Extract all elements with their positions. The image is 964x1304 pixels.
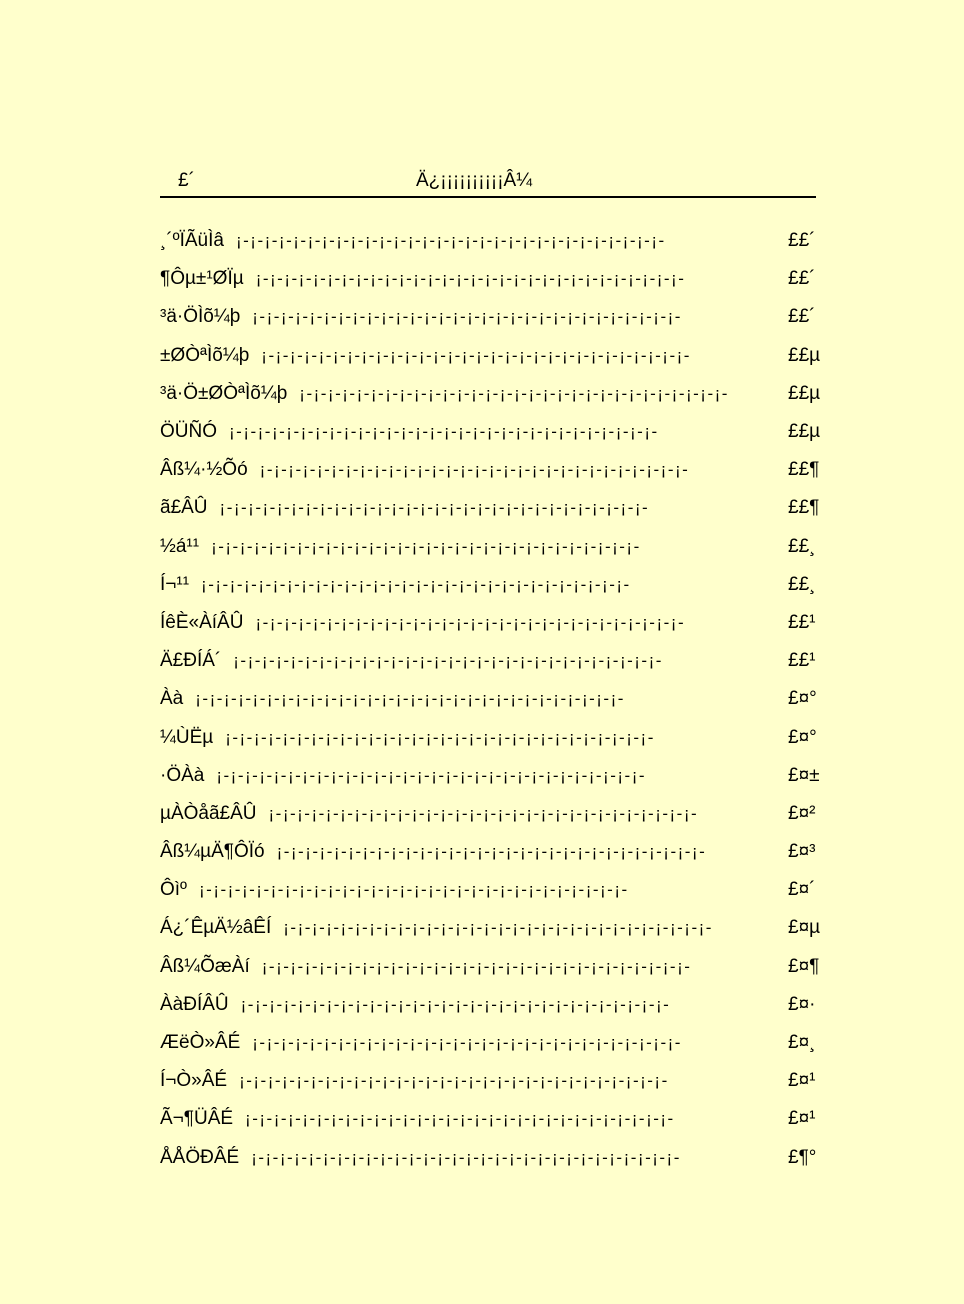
toc-entry-title: Á¿´ÊµÄ½âÊÍ <box>160 917 272 939</box>
toc-entry-title: ¸´ºÏÃüÌâ <box>160 230 224 252</box>
toc-dot-leader: ¡-¡-¡-¡-¡-¡-¡-¡-¡-¡-¡-¡-¡-¡-¡-¡-¡-¡-¡-¡-¡-¡-¡-¡-¡-¡-¡-¡-¡-¡- <box>195 689 625 709</box>
toc-dot-leader: ¡-¡-¡-¡-¡-¡-¡-¡-¡-¡-¡-¡-¡-¡-¡-¡-¡-¡-¡-¡-¡-¡-¡-¡-¡-¡-¡-¡-¡-¡- <box>199 880 629 900</box>
toc-entry-title: Âß¼µÄ¶ÔÏó <box>160 841 265 863</box>
toc-entry[interactable] <box>160 757 824 795</box>
toc-entry-page: £¤´ <box>788 879 816 901</box>
toc-dot-leader: ¡-¡-¡-¡-¡-¡-¡-¡-¡-¡-¡-¡-¡-¡-¡-¡-¡-¡-¡-¡-¡-¡-¡-¡-¡-¡-¡-¡-¡-¡- <box>299 383 729 403</box>
toc-dot-leader: ¡-¡-¡-¡-¡-¡-¡-¡-¡-¡-¡-¡-¡-¡-¡-¡-¡-¡-¡-¡-¡-¡-¡-¡-¡-¡-¡-¡-¡-¡- <box>255 612 686 632</box>
toc-entry[interactable] <box>160 222 824 260</box>
toc-entry-title: ·ÖÀà <box>160 764 205 786</box>
toc-entry-title: ¼ÙËµ <box>160 726 214 748</box>
page-header <box>160 166 816 196</box>
toc-entry-title: ³ä·ÖÌõ¼þ <box>160 306 241 328</box>
toc-entry[interactable] <box>160 795 824 833</box>
toc-dot-leader: ¡-¡-¡-¡-¡-¡-¡-¡-¡-¡-¡-¡-¡-¡-¡-¡-¡-¡-¡-¡-¡-¡-¡-¡-¡-¡-¡-¡-¡-¡- <box>255 269 686 289</box>
toc-entry-page: ££¶ <box>788 459 820 481</box>
toc-dot-leader: ¡-¡-¡-¡-¡-¡-¡-¡-¡-¡-¡-¡-¡-¡-¡-¡-¡-¡-¡-¡-¡-¡-¡-¡-¡-¡-¡-¡-¡-¡- <box>245 1109 675 1129</box>
toc-entry-title: ÅÅÖÐÂÉ <box>160 1146 240 1168</box>
toc-entry[interactable] <box>160 489 824 527</box>
toc-entry-page: ££µ <box>788 382 821 404</box>
toc-entry-page: ££¸ <box>788 535 816 557</box>
toc-entry-title: ÆëÒ»ÂÉ <box>160 1032 241 1054</box>
toc-entry[interactable] <box>160 718 824 756</box>
toc-entry-page: ££´ <box>788 306 816 328</box>
toc-entry-page: £¶° <box>788 1146 817 1168</box>
toc-entry[interactable] <box>160 948 824 986</box>
toc-entry-page: £¤· <box>788 993 816 1015</box>
toc-entry-title: ÀàÐÍÂÛ <box>160 993 229 1015</box>
toc-entry-title: µÀÒåã£ÂÛ <box>160 802 257 824</box>
toc-dot-leader: ¡-¡-¡-¡-¡-¡-¡-¡-¡-¡-¡-¡-¡-¡-¡-¡-¡-¡-¡-¡-¡-¡-¡-¡-¡-¡-¡-¡-¡-¡- <box>201 574 631 594</box>
toc-entry[interactable] <box>160 909 824 947</box>
running-title: Ä¿¡¡¡¡¡¡¡¡¡¡Â¼ <box>416 170 533 191</box>
toc-dot-leader: ¡-¡-¡-¡-¡-¡-¡-¡-¡-¡-¡-¡-¡-¡-¡-¡-¡-¡-¡-¡-¡-¡-¡-¡-¡-¡-¡-¡-¡-¡- <box>229 422 659 442</box>
toc-dot-leader: ¡-¡-¡-¡-¡-¡-¡-¡-¡-¡-¡-¡-¡-¡-¡-¡-¡-¡-¡-¡-¡-¡-¡-¡-¡-¡-¡-¡-¡-¡- <box>251 1147 681 1167</box>
toc-dot-leader: ¡-¡-¡-¡-¡-¡-¡-¡-¡-¡-¡-¡-¡-¡-¡-¡-¡-¡-¡-¡-¡-¡-¡-¡-¡-¡-¡-¡-¡-¡- <box>261 956 692 976</box>
table-of-contents <box>160 222 824 1177</box>
toc-entry[interactable] <box>160 528 824 566</box>
toc-dot-leader: ¡-¡-¡-¡-¡-¡-¡-¡-¡-¡-¡-¡-¡-¡-¡-¡-¡-¡-¡-¡-¡-¡-¡-¡-¡-¡-¡-¡-¡-¡- <box>216 765 647 785</box>
toc-entry[interactable] <box>160 871 824 909</box>
toc-entry[interactable] <box>160 1139 824 1177</box>
toc-entry-title: Í¬¹¹ <box>160 573 190 595</box>
toc-entry-title: ±ØÒªÌõ¼þ <box>160 344 250 366</box>
toc-entry-title: Âß¼ÕæÀí <box>160 955 250 977</box>
toc-entry-title: Âß¼·½Õó <box>160 459 248 481</box>
toc-entry[interactable] <box>160 260 824 298</box>
toc-dot-leader: ¡-¡-¡-¡-¡-¡-¡-¡-¡-¡-¡-¡-¡-¡-¡-¡-¡-¡-¡-¡-¡-¡-¡-¡-¡-¡-¡-¡-¡-¡- <box>233 651 663 671</box>
toc-dot-leader: ¡-¡-¡-¡-¡-¡-¡-¡-¡-¡-¡-¡-¡-¡-¡-¡-¡-¡-¡-¡-¡-¡-¡-¡-¡-¡-¡-¡-¡-¡- <box>219 498 650 518</box>
toc-entry-title: Ã¬¶ÜÂÉ <box>160 1108 234 1130</box>
toc-entry-page: £¤¸ <box>788 1032 816 1054</box>
toc-entry[interactable] <box>160 1062 824 1100</box>
toc-dot-leader: ¡-¡-¡-¡-¡-¡-¡-¡-¡-¡-¡-¡-¡-¡-¡-¡-¡-¡-¡-¡-¡-¡-¡-¡-¡-¡-¡-¡-¡-¡- <box>283 918 713 938</box>
toc-entry-title: ã£ÂÛ <box>160 497 208 519</box>
toc-entry-title: ½á¹¹ <box>160 535 200 557</box>
toc-entry-page: £¤¹ <box>788 1070 816 1092</box>
toc-entry-title: Ä£ÐÍÁ´ <box>160 650 222 672</box>
toc-entry-title: Í¬Ò»ÂÉ <box>160 1070 228 1092</box>
page-number: £´ <box>178 170 195 191</box>
toc-entry[interactable] <box>160 337 824 375</box>
toc-dot-leader: ¡-¡-¡-¡-¡-¡-¡-¡-¡-¡-¡-¡-¡-¡-¡-¡-¡-¡-¡-¡-¡-¡-¡-¡-¡-¡-¡-¡-¡-¡- <box>259 460 690 480</box>
toc-entry[interactable] <box>160 566 824 604</box>
toc-entry[interactable] <box>160 451 824 489</box>
toc-entry-title: ÍêÈ«ÀíÂÛ <box>160 611 244 633</box>
toc-entry-page: ££µ <box>788 344 821 366</box>
toc-dot-leader: ¡-¡-¡-¡-¡-¡-¡-¡-¡-¡-¡-¡-¡-¡-¡-¡-¡-¡-¡-¡-¡-¡-¡-¡-¡-¡-¡-¡-¡-¡- <box>268 803 699 823</box>
toc-dot-leader: ¡-¡-¡-¡-¡-¡-¡-¡-¡-¡-¡-¡-¡-¡-¡-¡-¡-¡-¡-¡-¡-¡-¡-¡-¡-¡-¡-¡-¡-¡- <box>211 536 641 556</box>
toc-entry[interactable] <box>160 833 824 871</box>
toc-entry[interactable] <box>160 604 824 642</box>
toc-entry[interactable] <box>160 298 824 336</box>
toc-dot-leader: ¡-¡-¡-¡-¡-¡-¡-¡-¡-¡-¡-¡-¡-¡-¡-¡-¡-¡-¡-¡-¡-¡-¡-¡-¡-¡-¡-¡-¡-¡- <box>235 231 666 251</box>
header-rule <box>160 196 816 198</box>
toc-entry-title: ¶Ôµ±¹ØÏµ <box>160 268 244 290</box>
toc-dot-leader: ¡-¡-¡-¡-¡-¡-¡-¡-¡-¡-¡-¡-¡-¡-¡-¡-¡-¡-¡-¡-¡-¡-¡-¡-¡-¡-¡-¡-¡-¡- <box>276 842 707 862</box>
toc-entry-page: ££´ <box>788 268 816 290</box>
toc-entry[interactable] <box>160 1024 824 1062</box>
toc-entry-page: £¤¹ <box>788 1108 816 1130</box>
toc-dot-leader: ¡-¡-¡-¡-¡-¡-¡-¡-¡-¡-¡-¡-¡-¡-¡-¡-¡-¡-¡-¡-¡-¡-¡-¡-¡-¡-¡-¡-¡-¡- <box>239 1071 669 1091</box>
toc-dot-leader: ¡-¡-¡-¡-¡-¡-¡-¡-¡-¡-¡-¡-¡-¡-¡-¡-¡-¡-¡-¡-¡-¡-¡-¡-¡-¡-¡-¡-¡-¡- <box>240 994 671 1014</box>
toc-entry-page: ££µ <box>788 421 821 443</box>
toc-entry[interactable] <box>160 642 824 680</box>
toc-dot-leader: ¡-¡-¡-¡-¡-¡-¡-¡-¡-¡-¡-¡-¡-¡-¡-¡-¡-¡-¡-¡-¡-¡-¡-¡-¡-¡-¡-¡-¡-¡- <box>252 1033 682 1053</box>
toc-dot-leader: ¡-¡-¡-¡-¡-¡-¡-¡-¡-¡-¡-¡-¡-¡-¡-¡-¡-¡-¡-¡-¡-¡-¡-¡-¡-¡-¡-¡-¡-¡- <box>225 727 655 747</box>
toc-entry-page: £¤µ <box>788 917 821 939</box>
toc-entry-page: ££¶ <box>788 497 820 519</box>
toc-entry-page: ££´ <box>788 230 816 252</box>
toc-entry-title: ³ä·Ö±ØÒªÌõ¼þ <box>160 382 288 404</box>
toc-entry-page: ££¸ <box>788 573 816 595</box>
toc-entry-page: £¤° <box>788 688 817 710</box>
toc-entry[interactable] <box>160 680 824 718</box>
toc-entry[interactable] <box>160 986 824 1024</box>
toc-entry-page: £¤² <box>788 802 816 824</box>
toc-dot-leader: ¡-¡-¡-¡-¡-¡-¡-¡-¡-¡-¡-¡-¡-¡-¡-¡-¡-¡-¡-¡-¡-¡-¡-¡-¡-¡-¡-¡-¡-¡- <box>252 307 682 327</box>
toc-entry-title: Àà <box>160 688 184 710</box>
toc-dot-leader: ¡-¡-¡-¡-¡-¡-¡-¡-¡-¡-¡-¡-¡-¡-¡-¡-¡-¡-¡-¡-¡-¡-¡-¡-¡-¡-¡-¡-¡-¡- <box>261 345 691 365</box>
toc-entry[interactable] <box>160 413 824 451</box>
toc-entry-page: £¤± <box>788 764 820 786</box>
toc-entry-page: £¤° <box>788 726 817 748</box>
toc-entry-title: Ôìº <box>160 879 187 901</box>
toc-entry-page: ££¹ <box>788 611 816 633</box>
toc-entry-page: ££¹ <box>788 650 816 672</box>
toc-entry-page: £¤¶ <box>788 955 820 977</box>
toc-entry[interactable] <box>160 375 824 413</box>
toc-entry-title: ÖÜÑÓ <box>160 421 217 443</box>
toc-entry[interactable] <box>160 1100 824 1138</box>
toc-entry-page: £¤³ <box>788 841 816 863</box>
